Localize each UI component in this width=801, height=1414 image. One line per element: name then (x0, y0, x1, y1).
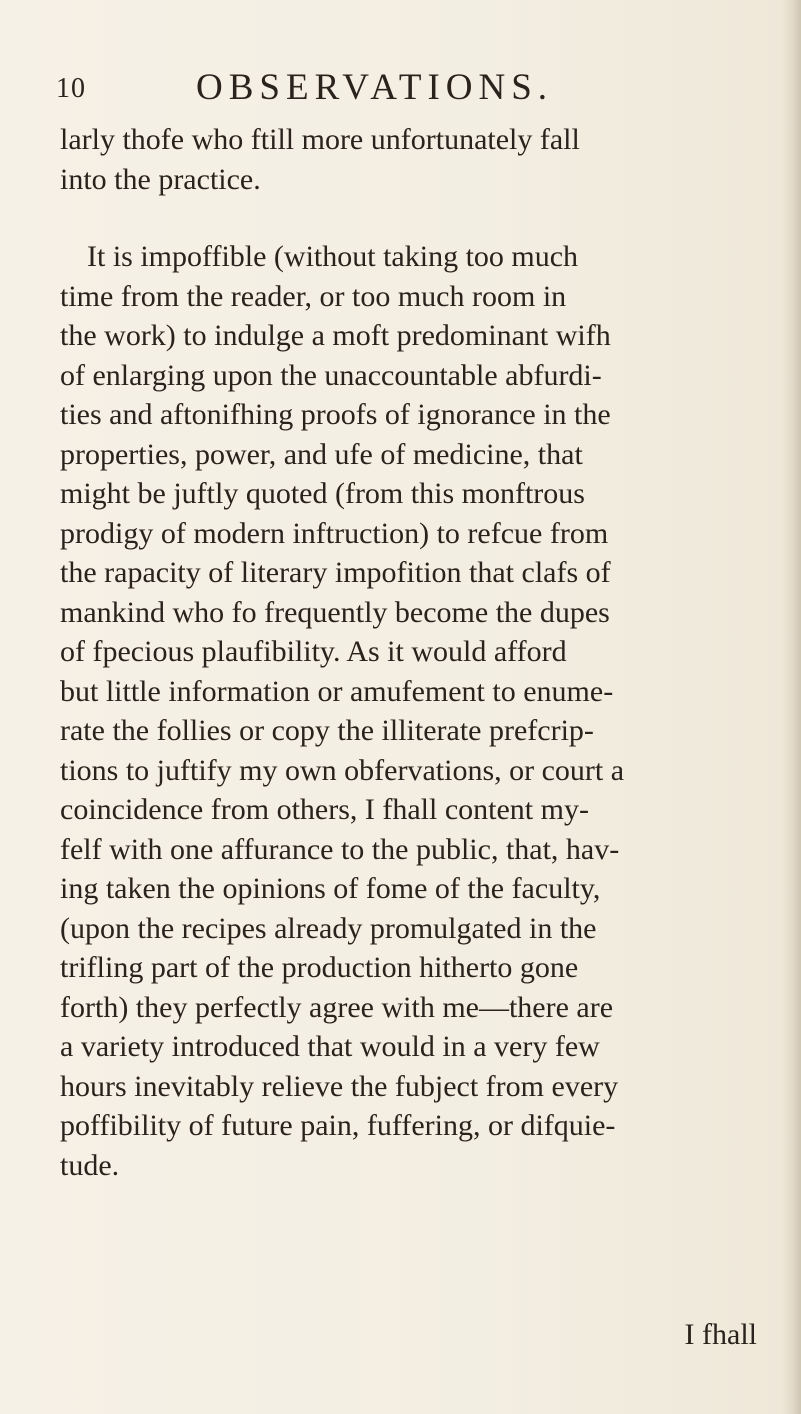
text-line: tude. (60, 1148, 120, 1182)
text-line: poffibility of future pain, fuffering, or difquie- (60, 1109, 616, 1142)
text-line: forth) they perfectly agree with me—there are (60, 990, 614, 1024)
text-line: into the practice. (60, 162, 261, 196)
text-line: of enlarging upon the unaccountable abfurdi- (60, 358, 602, 392)
text-line: felf with one affurance to the public, that, hav- (60, 832, 620, 866)
text-line: tions to juftify my own obfervations, or court a (60, 753, 625, 787)
text-line: rate the follies or copy the illiterate prefcrip- (60, 714, 594, 747)
text-line: prodigy of modern inftruction) to refcue from (60, 516, 609, 550)
text-line: of fpecious plaufibility. As it would afford (60, 635, 567, 668)
text-line: the work) to indulge a moft predominant wifh (60, 319, 611, 352)
page-number: 10 (56, 73, 86, 104)
text-line: but little information or amufement to enume- (60, 674, 614, 708)
text-line: might be juftly quoted (from this monftrous (60, 477, 585, 510)
page-edge-shadow (781, 0, 801, 1414)
text-line: ties and aftonifhing proofs of ignorance in the (60, 398, 611, 431)
text-line: trifling part of the production hitherto gone (60, 951, 579, 984)
catchword: I fhall (684, 1318, 757, 1351)
body-text (60, 120, 760, 1185)
text-line: larly thofe who ftill more unfortunately fall (60, 123, 580, 156)
text-line: mankind who fo frequently become the dupes (60, 595, 610, 629)
paragraph-break (60, 199, 760, 237)
running-head: OBSERVATIONS. (196, 67, 554, 108)
text-line: ing taken the opinions of fome of the faculty, (60, 872, 601, 905)
text-line: properties, power, and ufe of medicine, that (60, 437, 583, 471)
page-header (56, 66, 616, 110)
text-line: a variety introduced that would in a very few (60, 1030, 600, 1063)
text-line: It is impoffible (without taking too much (87, 240, 579, 273)
text-line: time from the reader, or too much room in (60, 279, 567, 313)
text-line: coincidence from others, I fhall content my- (60, 793, 589, 826)
text-line: (upon the recipes already promulgated in the (60, 911, 597, 945)
text-line: hours inevitably relieve the fubject from every (60, 1069, 619, 1103)
text-line: the rapacity of literary impofition that clafs of (60, 556, 611, 589)
